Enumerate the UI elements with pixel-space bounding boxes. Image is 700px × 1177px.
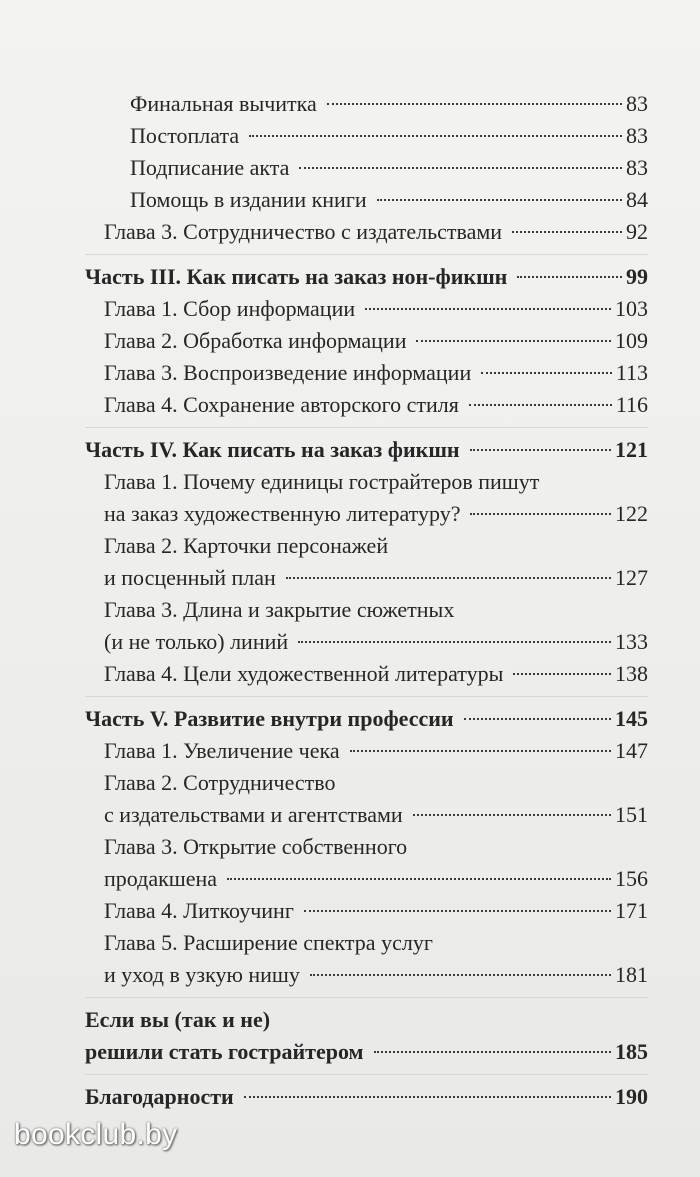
toc-part (0, 1081, 700, 1113)
toc-entry-page: 171 (615, 898, 648, 923)
toc-entry-title: и посценный план (104, 565, 276, 590)
toc-part-title: Часть IV. Как писать на заказ фикшн (85, 437, 460, 462)
dot-leader (350, 750, 611, 752)
toc-entry-line1 (0, 530, 700, 562)
dot-leader (469, 404, 612, 406)
toc-entry-title-line1: Глава 3. Длина и закрытие сюжетных (104, 597, 455, 622)
toc-entry (0, 735, 700, 767)
toc-entry-page: 113 (615, 360, 648, 385)
toc-entry (0, 325, 700, 357)
toc-entry-page: 84 (626, 187, 648, 212)
toc-entry-title: продакшена (104, 866, 218, 891)
dot-leader (481, 372, 612, 374)
toc-entry-page: 122 (615, 501, 648, 526)
dot-leader (304, 910, 611, 912)
toc-part-page: 190 (615, 1084, 648, 1109)
dot-leader (416, 340, 611, 342)
toc-entry-title: с издательствами и агентствами (104, 802, 403, 827)
toc-part (0, 261, 700, 293)
dot-leader (470, 449, 611, 451)
table-of-contents (0, 88, 700, 1113)
toc-entry-title: Глава 1. Сбор информации (104, 296, 356, 321)
dot-leader (249, 135, 622, 137)
toc-entry-title: Глава 4. Цели художественной литературы (104, 661, 504, 686)
toc-entry (0, 498, 700, 530)
toc-entry-page: 151 (615, 802, 648, 827)
toc-entry-title: Финальная вычитка (130, 91, 317, 116)
toc-part (0, 703, 700, 735)
site-watermark: bookclub.by (14, 1118, 178, 1151)
toc-entry (0, 863, 700, 895)
dot-leader (513, 673, 611, 675)
toc-entry-page: 138 (615, 661, 648, 686)
dot-leader (244, 1096, 611, 1098)
dot-leader (517, 276, 622, 278)
toc-entry-page: 92 (626, 219, 648, 244)
toc-part-title: решили стать гострайтером (85, 1039, 364, 1064)
toc-entry-title: Глава 2. Обработка информации (104, 328, 407, 353)
toc-entry-title: Глава 1. Увеличение чека (104, 738, 340, 763)
dot-leader (464, 718, 611, 720)
toc-entry-page: 116 (615, 392, 648, 417)
toc-entry-page: 127 (615, 565, 648, 590)
toc-part (0, 434, 700, 466)
toc-entry-page: 83 (626, 91, 648, 116)
toc-entry-title: Глава 4. Сохранение авторского стиля (104, 392, 459, 417)
toc-part-page: 185 (615, 1039, 648, 1064)
toc-entry-line1 (0, 594, 700, 626)
toc-entry-title-line1: Глава 5. Расширение спектра услуг (104, 930, 433, 955)
toc-entry-title: Глава 4. Литкоучинг (104, 898, 294, 923)
toc-part-page: 99 (626, 264, 648, 289)
toc-entry (0, 562, 700, 594)
toc-part-title-line1: Если вы (так и не) (85, 1007, 271, 1032)
toc-entry-title-line1: Глава 1. Почему единицы гострайтеров пишут (104, 469, 540, 494)
toc-entry (0, 88, 700, 120)
toc-part-title: Часть III. Как писать на заказ нон-фикшн (85, 264, 508, 289)
toc-entry-title: Постоплата (130, 123, 240, 148)
toc-entry (0, 293, 700, 325)
dot-leader (413, 814, 611, 816)
toc-entry-title: Помощь в издании книги (130, 187, 367, 212)
toc-part (0, 1036, 700, 1068)
toc-entry (0, 895, 700, 927)
dot-leader (377, 199, 622, 201)
toc-entry-page: 83 (626, 155, 648, 180)
toc-entry-page: 83 (626, 123, 648, 148)
toc-entry (0, 626, 700, 658)
toc-entry-title-line1: Глава 2. Карточки персонажей (104, 533, 389, 558)
toc-entry (0, 799, 700, 831)
toc-entry-page: 181 (615, 962, 648, 987)
dot-leader (299, 167, 622, 169)
dot-leader (365, 308, 611, 310)
dot-leader (512, 231, 622, 233)
toc-entry-title: и уход в узкую нишу (104, 962, 300, 987)
dot-leader (286, 577, 611, 579)
toc-entry-title-line1: Глава 2. Сотрудничество (104, 770, 336, 795)
toc-entry (0, 389, 700, 421)
toc-entry (0, 216, 700, 248)
toc-entry-title: (и не только) линий (104, 629, 289, 654)
dot-leader (310, 974, 611, 976)
toc-entry-page: 156 (615, 866, 648, 891)
toc-entry-title: на заказ художественную литературу? (104, 501, 461, 526)
toc-entry-line1 (0, 466, 700, 498)
toc-part-page: 121 (615, 437, 648, 462)
dot-leader (327, 103, 622, 105)
toc-entry-line1 (0, 927, 700, 959)
toc-entry (0, 959, 700, 991)
toc-entry-line1 (0, 831, 700, 863)
toc-entry (0, 357, 700, 389)
toc-entry-page: 133 (615, 629, 648, 654)
toc-entry-page: 109 (615, 328, 648, 353)
toc-part-title: Благодарности (85, 1084, 234, 1109)
toc-part-page: 145 (615, 706, 648, 731)
toc-entry (0, 184, 700, 216)
toc-part-line1 (0, 1004, 700, 1036)
dot-leader (298, 641, 611, 643)
dot-leader (470, 513, 611, 515)
dot-leader (374, 1051, 611, 1053)
toc-entry-page: 103 (615, 296, 648, 321)
toc-entry-title: Подписание акта (130, 155, 290, 180)
toc-entry-page: 147 (615, 738, 648, 763)
dot-leader (227, 878, 611, 880)
toc-entry (0, 152, 700, 184)
toc-entry (0, 120, 700, 152)
toc-entry-title: Глава 3. Воспроизведение информации (104, 360, 472, 385)
toc-entry-line1 (0, 767, 700, 799)
toc-part-title: Часть V. Развитие внутри профессии (85, 706, 454, 731)
toc-entry (0, 658, 700, 690)
toc-entry-title-line1: Глава 3. Открытие собственного (104, 834, 408, 859)
toc-entry-title: Глава 3. Сотрудничество с издательствами (104, 219, 503, 244)
